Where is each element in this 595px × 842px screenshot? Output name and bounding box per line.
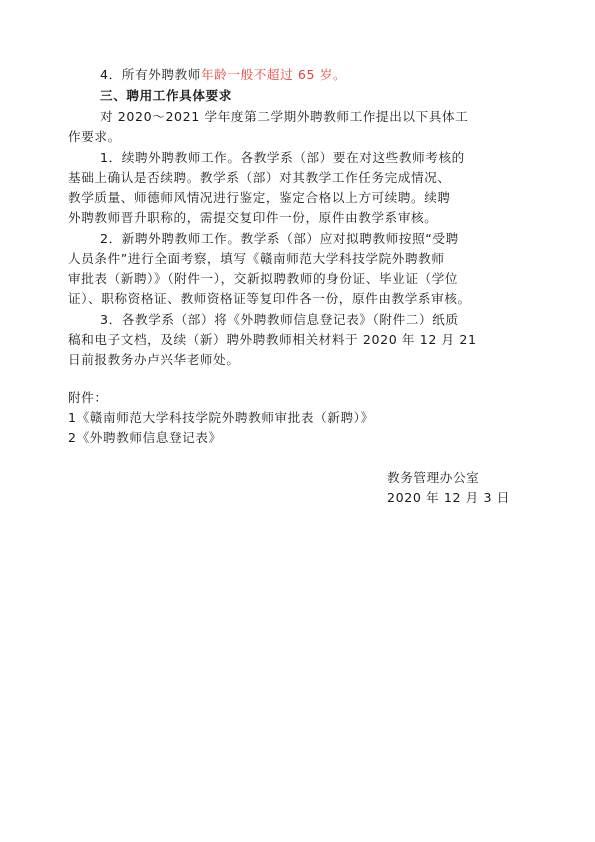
section-3-heading: 三、聘用工作具体要求 (100, 88, 232, 103)
para-2-line: 人员条件”进行全面考察，填写《赣南师范大学科技学院外聘教师 (68, 251, 445, 266)
item-4-highlight: 年龄一般不超过 65 岁。 (200, 67, 347, 82)
item-4 (100, 65, 346, 85)
signature-office: 教务管理办公室 (387, 470, 480, 485)
para-2-line: 审批表（新聘）》（附件一），交新拟聘教师的身份证、毕业证（学位 (68, 271, 459, 286)
attachment-item: 1《赣南师范大学科技学院外聘教师审批表（新聘）》 (68, 410, 374, 425)
para-2-line: 2．新聘外聘教师工作。教学系（部）应对拟聘教师按照“受聘 (100, 231, 459, 246)
signature-date: 2020 年 12 月 3 日 (387, 490, 510, 505)
para-3-line: 稿和电子文档，及续（新）聘外聘教师相关材料于 2020 年 12 月 21 (68, 332, 477, 347)
para-3-line: 3．各教学系（部）将《外聘教师信息登记表》（附件二）纸质 (100, 312, 459, 327)
item-4-text: 4．所有外聘教师 (100, 67, 201, 82)
para-3-line: 日前报教务办卢兴华老师处。 (68, 352, 240, 367)
para-1-line: 教学质量、师德师风情况进行鉴定，鉴定合格以上方可续聘。续聘 (68, 190, 451, 205)
para-1-line: 1．续聘外聘教师工作。各教学系（部）要在对这些教师考核的 (100, 150, 465, 165)
intro-line: 对 2020～2021 学年度第二学期外聘教师工作提出以下具体工 (100, 109, 469, 124)
intro-line: 作要求。 (68, 129, 121, 144)
attachment-item: 2《外聘教师信息登记表》 (68, 430, 222, 445)
attachments-label: 附件： (68, 390, 108, 405)
para-2-line: 证）、职称资格证、教师资格证等复印件各一份，原件由教学系审核。 (68, 291, 471, 306)
para-1-line: 基础上确认是否续聘。教学系（部）对其教学工作任务完成情况、 (68, 170, 451, 185)
para-1-line: 外聘教师晋升职称的，需提交复印件一份，原件由教学系审核。 (68, 210, 438, 225)
